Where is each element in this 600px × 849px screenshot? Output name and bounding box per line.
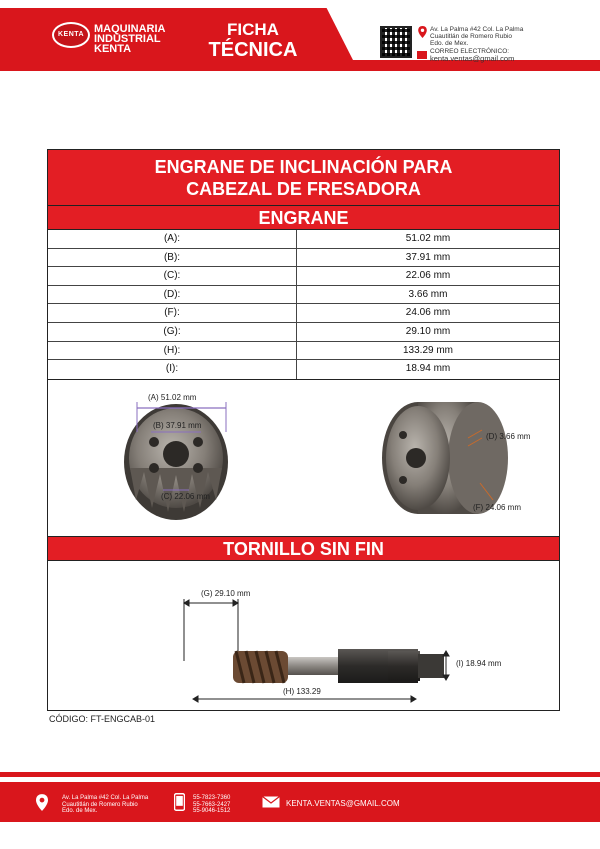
product-code: CÓDIGO: FT-ENGCAB-01 (49, 714, 156, 724)
spec-row (48, 342, 559, 361)
footer-address-line-1: Av. La Palma #42 Col. La Palma (62, 795, 149, 801)
header-address-line-1: Av. La Palma #42 Col. La Palma (430, 26, 524, 33)
section-gear-title: ENGRANE (48, 206, 559, 230)
gear-side-view (382, 402, 508, 514)
mail-icon (417, 51, 427, 59)
page-footer (0, 782, 600, 822)
spec-row (48, 286, 559, 305)
spec-sheet (47, 149, 560, 711)
spec-row (48, 249, 559, 268)
doc-type-line-1: FICHA (227, 20, 279, 39)
footer-stripe (0, 772, 600, 777)
brand-name (94, 24, 166, 54)
label-i: (I) 18.94 mm (456, 658, 502, 668)
spec-key: (G): (48, 323, 297, 341)
label-c: (C) 22.06 mm (161, 491, 210, 501)
spec-row (48, 230, 559, 249)
header-email (430, 48, 514, 62)
email-value: kenta.ventas@gmail.com (430, 54, 515, 63)
phone-2: 55-7663-2427 (193, 801, 231, 808)
section-worm-title: TORNILLO SIN FIN (48, 537, 559, 561)
header-address-line-3: Edo. de Mex. (430, 40, 469, 47)
brand-line-3: KENTA (94, 43, 132, 55)
worm-screw (233, 649, 444, 683)
label-h: (H) 133.29 (283, 686, 321, 696)
spec-key: (C): (48, 267, 297, 285)
label-a: (A) 51.02 mm (148, 392, 197, 402)
product-title (48, 150, 559, 206)
product-title-line-2: CABEZAL DE FRESADORA (186, 179, 421, 199)
gear-front-view (124, 402, 228, 520)
spec-value: 37.91 mm (405, 251, 451, 263)
label-b: (B) 37.91 mm (153, 420, 202, 430)
spec-row (48, 267, 559, 286)
spec-key: (I): (48, 360, 297, 379)
footer-email: KENTA.VENTAS@GMAIL.COM (286, 799, 400, 808)
spec-value: 51.02 mm (405, 233, 451, 244)
spec-table (48, 230, 559, 380)
doc-type-line-2: TÉCNICA (208, 39, 298, 61)
spec-row (48, 323, 559, 342)
spec-row (48, 360, 559, 379)
footer-location-icon (36, 794, 48, 811)
worm-image (48, 561, 559, 715)
gear-illustration (48, 380, 559, 537)
spec-key: (B): (48, 249, 297, 267)
footer-phones (193, 795, 230, 815)
spec-value: 133.29 mm (402, 344, 454, 356)
spec-key: (A): (48, 230, 297, 248)
email-label: CORREO ELECTRÓNICO: (430, 48, 510, 55)
qr-code-icon (380, 26, 412, 58)
header-address (430, 26, 523, 47)
header-stripe (0, 64, 600, 71)
product-title-line-1: ENGRANE DE INCLINACIÓN PARA (154, 157, 453, 177)
footer-address-line-3: Edo. de Mex. (62, 808, 98, 814)
brand-line-1: MAQUINARIA (94, 23, 166, 35)
kenta-logo (52, 22, 90, 48)
footer-mail-icon (262, 796, 280, 808)
doc-type (198, 20, 308, 60)
brand-line-2: INDUSTRIAL (94, 33, 161, 45)
label-f: (F) 24.06 mm (473, 502, 522, 512)
spec-key: (H): (48, 342, 297, 360)
phone-icon (174, 793, 185, 811)
label-d: (D) 3.66 mm (486, 431, 531, 441)
label-g: (G) 29.10 mm (201, 588, 251, 598)
phone-1: 55-7823-7360 (193, 795, 231, 801)
logo-text: KENTA (58, 31, 85, 38)
spec-key: (F): (48, 304, 297, 322)
phone-3: 55-9046-1512 (193, 808, 231, 814)
spec-value: 3.66 mm (408, 288, 448, 300)
footer-address-line-2: Cuautitlán de Romero Rubio (62, 801, 138, 808)
spec-row (48, 304, 559, 323)
footer-address (62, 795, 148, 815)
page-header (0, 0, 600, 76)
spec-value: 24.06 mm (405, 307, 451, 319)
gear-images (48, 380, 559, 537)
spec-value: 29.10 mm (405, 325, 451, 337)
spec-value: 18.94 mm (405, 363, 451, 375)
header-address-line-2: Cuautitlán de Romero Rubio (430, 33, 513, 40)
location-pin-icon (418, 26, 427, 38)
spec-value: 22.06 mm (405, 270, 451, 282)
spec-key: (D): (48, 286, 297, 304)
